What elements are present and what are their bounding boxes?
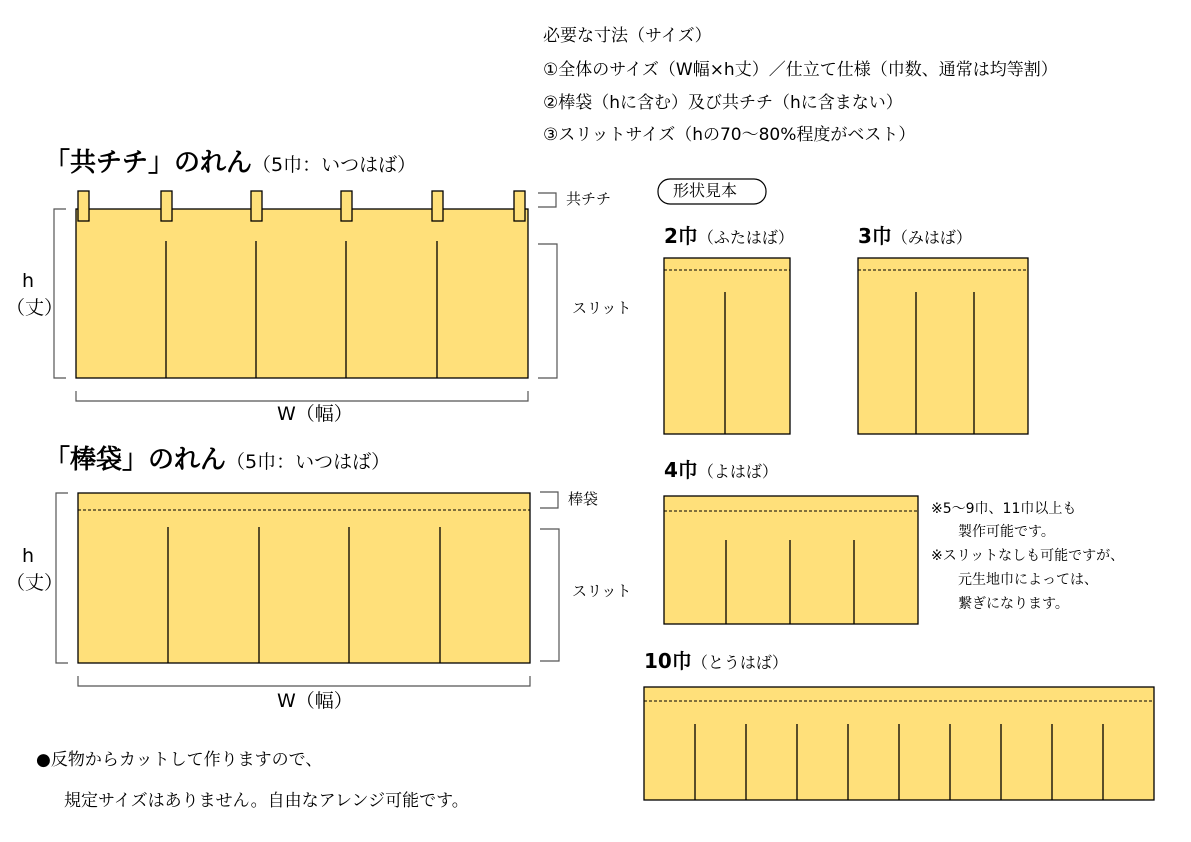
sample-10haba-figure bbox=[644, 687, 1154, 800]
footer-line-1: ●反物からカットして作りますので、 bbox=[36, 750, 323, 770]
tomochichi-label: 共チチ bbox=[566, 190, 612, 208]
requirements-item-1: ①全体のサイズ（W幅×h丈）／仕立て仕様（巾数、通常は均等割） bbox=[543, 60, 1058, 80]
bobukuro-title-main: 「棒袋」のれん bbox=[44, 445, 227, 475]
bobukuro-width-label: W（幅） bbox=[277, 690, 353, 712]
sample-2haba-label bbox=[664, 226, 794, 246]
tomochichi-label-bracket bbox=[538, 193, 556, 207]
note-line-1: ※5～9巾、11巾以上も bbox=[931, 501, 1077, 517]
requirements-item-3: ③スリットサイズ（hの70～80%程度がベスト） bbox=[543, 125, 916, 145]
bobukuro-slit-bracket bbox=[540, 529, 559, 661]
note-line-5: 繋ぎになります。 bbox=[958, 596, 1069, 612]
bobukuro-take-label: （丈） bbox=[6, 572, 64, 594]
tomochichi-slit-bracket bbox=[538, 244, 557, 378]
bobukuro-label-bracket bbox=[540, 492, 558, 508]
sample-10haba-reading: （とうはば） bbox=[691, 653, 788, 672]
sample-3haba-label bbox=[858, 226, 972, 246]
sample-4haba-count: 4巾 bbox=[664, 458, 698, 482]
sample-3haba-reading: （みはば） bbox=[891, 228, 972, 247]
sample-4haba-label bbox=[664, 460, 778, 480]
requirements-item-2: ②棒袋（hに含む）及び共チチ（hに含まない） bbox=[543, 93, 903, 113]
tomochichi-h-label: h bbox=[22, 270, 35, 292]
bobukuro-title-sub: （5巾：いつはば） bbox=[226, 451, 391, 473]
bobukuro-w-bracket bbox=[78, 676, 530, 686]
sample-2haba-figure bbox=[664, 258, 790, 434]
tomochichi-slit-label: スリット bbox=[572, 299, 632, 317]
tomochichi-take-label: （丈） bbox=[6, 297, 64, 319]
note-line-2: 製作可能です。 bbox=[958, 524, 1055, 540]
requirements-heading: 必要な寸法（サイズ） bbox=[543, 26, 712, 46]
tomochichi-width-label: W（幅） bbox=[277, 403, 353, 425]
tomochichi-noren-figure bbox=[54, 191, 557, 401]
tomochichi-title-sub: （5巾：いつはば） bbox=[252, 154, 417, 176]
note-line-4: 元生地巾によっては、 bbox=[958, 572, 1098, 588]
bobukuro-noren-fabric bbox=[78, 493, 530, 663]
bobukuro-h-label: h bbox=[22, 545, 35, 567]
sample-3haba-count: 3巾 bbox=[858, 224, 892, 248]
tomochichi-title-main: 「共チチ」のれん bbox=[44, 148, 253, 178]
footer-line-2: 規定サイズはありません。自由なアレンジ可能です。 bbox=[64, 791, 469, 811]
bobukuro-noren-figure bbox=[56, 492, 559, 686]
tomochichi-w-bracket bbox=[76, 391, 528, 401]
sample-10haba-label bbox=[644, 651, 788, 671]
tomochichi-noren-title bbox=[44, 150, 416, 176]
bobukuro-noren-title bbox=[44, 447, 390, 473]
tomochichi-h-bracket bbox=[54, 209, 66, 378]
bobukuro-slit-label: スリット bbox=[572, 582, 632, 600]
sample-4haba-figure bbox=[664, 496, 918, 624]
bobukuro-label: 棒袋 bbox=[568, 490, 599, 508]
note-line-3: ※スリットなしも可能ですが、 bbox=[931, 548, 1125, 564]
tomochichi-noren-fabric bbox=[76, 209, 528, 378]
sample-2haba-count: 2巾 bbox=[664, 224, 698, 248]
sample-4haba-reading: （よはば） bbox=[697, 462, 778, 481]
sample-heading: 形状見本 bbox=[673, 181, 738, 200]
sample-3haba-figure bbox=[858, 258, 1028, 434]
sample-10haba-count: 10巾 bbox=[644, 649, 692, 673]
sample-2haba-reading: （ふたはば） bbox=[697, 228, 794, 247]
